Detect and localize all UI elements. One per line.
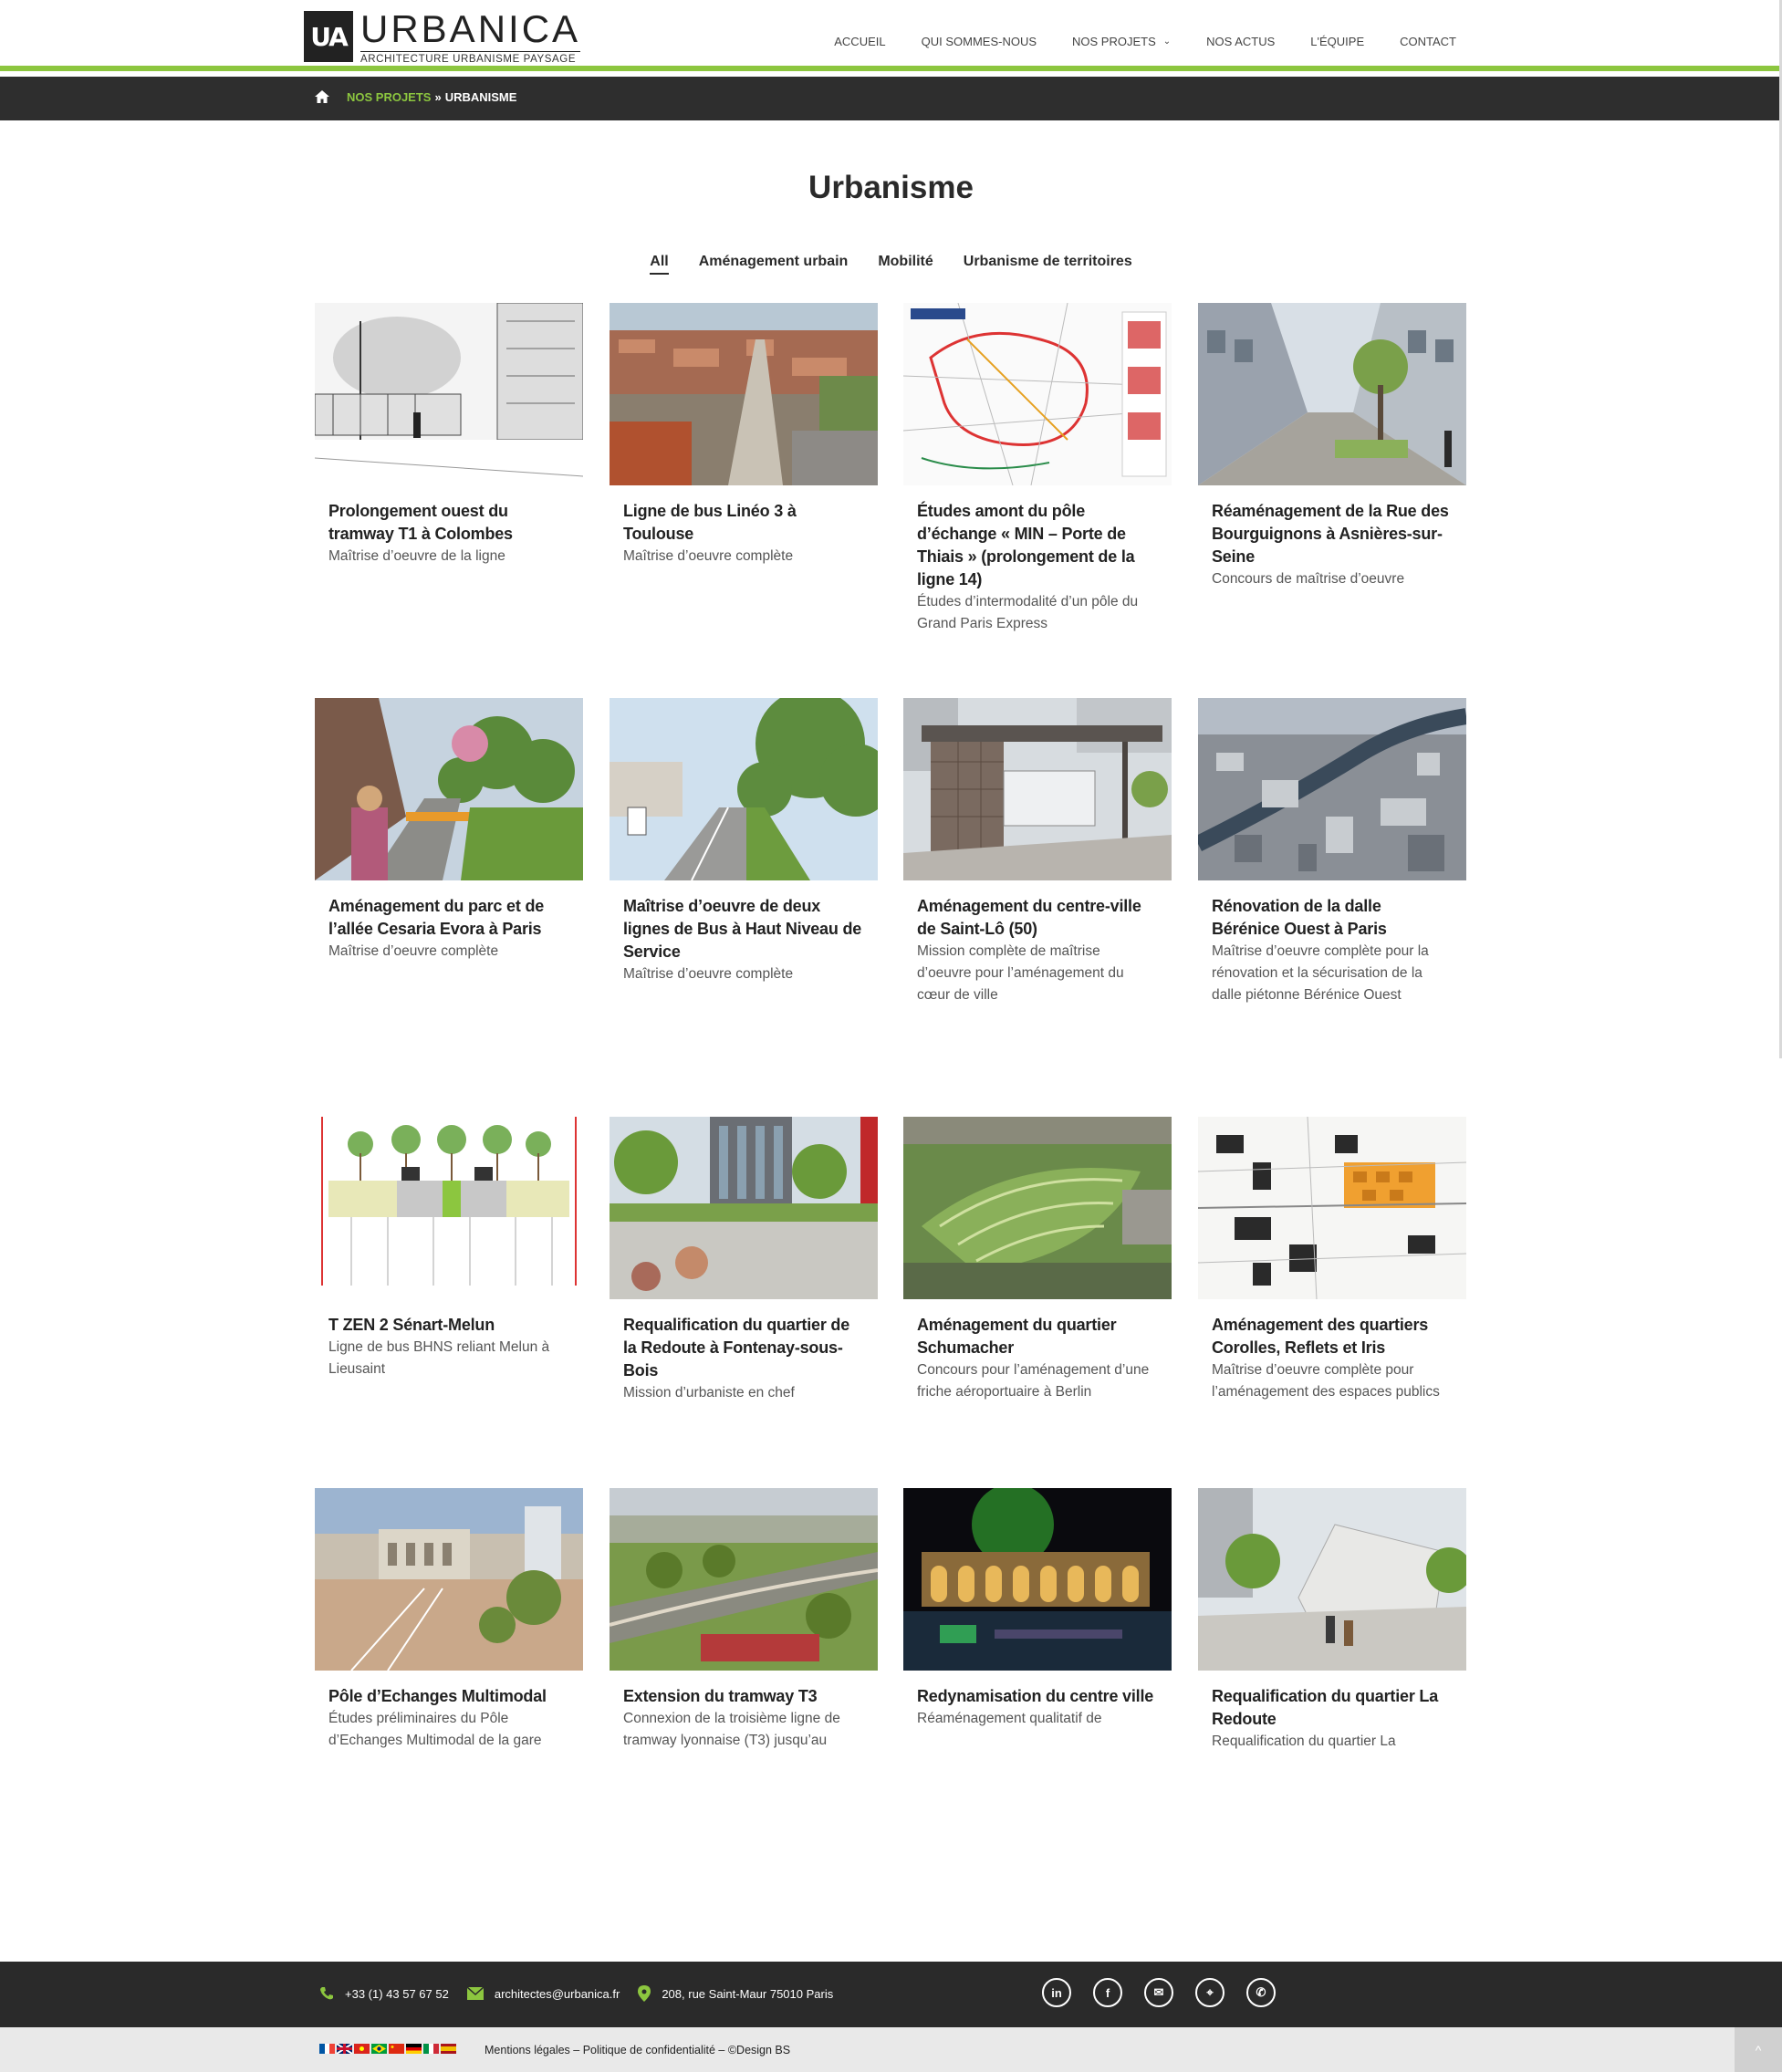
linkedin-icon[interactable]: in <box>1042 1978 1071 2007</box>
envelope-icon <box>467 1987 484 2000</box>
site-footer <box>0 1962 1782 2027</box>
project-title[interactable]: Redynamisation du centre ville <box>917 1687 1154 1705</box>
project-subtitle: Maîtrise d’oeuvre complète <box>623 966 794 982</box>
home-icon[interactable] <box>314 89 330 104</box>
project-image-street-render[interactable] <box>1198 303 1466 485</box>
filter-amenagement-urbain[interactable]: Aménagement urbain <box>698 254 849 269</box>
site-header <box>0 0 1782 71</box>
breadcrumb-current: URBANISME <box>444 89 517 104</box>
footer-email-text: architectes@urbanica.fr <box>494 1986 620 2001</box>
nav-item-nos-projets-label: NOS PROJETS <box>1072 35 1156 48</box>
project-card[interactable] <box>610 303 878 567</box>
filter-mobilite[interactable]: Mobilité <box>878 254 933 269</box>
project-image-modern-building[interactable] <box>1198 1488 1466 1671</box>
filter-urbanisme-territoires[interactable]: Urbanisme de territoires <box>963 254 1132 269</box>
project-title[interactable]: Réaménagement de la Rue des Bourguignons à Asnières-sur-Seine <box>1212 502 1449 566</box>
mail-icon[interactable]: ✉ <box>1144 1978 1173 2007</box>
nav-item-contact[interactable]: CONTACT <box>1400 35 1456 48</box>
project-subtitle: Concours de maîtrise d’oeuvre <box>1212 571 1405 587</box>
project-image-aerial-paris[interactable] <box>1198 698 1466 880</box>
flag-es-icon[interactable] <box>441 2044 456 2054</box>
project-card[interactable] <box>315 1117 583 1380</box>
project-card[interactable] <box>1198 698 1466 1006</box>
legal-links[interactable]: Mentions légales – Politique de confidentialité – ©Design BS <box>485 2044 791 2056</box>
project-card[interactable] <box>1198 1488 1466 1753</box>
flag-de-icon[interactable] <box>406 2044 422 2054</box>
project-title[interactable]: Maîtrise d’oeuvre de deux lignes de Bus à Haut Niveau de Service <box>623 897 862 961</box>
project-title[interactable]: Aménagement du parc et de l’allée Cesaria Evora à Paris <box>328 897 545 938</box>
logo-tagline: ARCHITECTURE URBANISME PAYSAGE <box>360 51 580 65</box>
breadcrumb <box>314 89 516 104</box>
project-subtitle: Ligne de bus BHNS reliant Melun à Lieusaint <box>328 1339 550 1377</box>
project-image-section-drawing[interactable] <box>315 1117 583 1299</box>
project-title[interactable]: Prolongement ouest du tramway T1 à Colombes <box>328 502 513 543</box>
footer-address[interactable] <box>638 1985 833 2002</box>
project-image-tram-aerial[interactable] <box>610 1488 878 1671</box>
filter-all[interactable]: All <box>650 254 668 275</box>
project-card[interactable] <box>315 698 583 963</box>
project-image-aerial-toulouse[interactable] <box>610 303 878 485</box>
flag-cn-icon[interactable] <box>389 2044 404 2054</box>
project-image-site-plan[interactable] <box>1198 1117 1466 1299</box>
language-flags <box>319 2044 456 2054</box>
map-pin-icon <box>638 1985 651 2002</box>
project-image-night-arcade[interactable] <box>903 1488 1172 1671</box>
project-subtitle: Maîtrise d’oeuvre de la ligne <box>328 548 505 564</box>
project-card[interactable] <box>1198 303 1466 590</box>
phone-icon <box>319 1986 334 2001</box>
footer-socials <box>1042 1978 1276 2007</box>
nav-item-nos-projets[interactable] <box>1072 35 1171 48</box>
nav-item-accueil[interactable]: ACCUEIL <box>834 35 886 48</box>
page-title: Urbanisme <box>808 170 974 205</box>
project-image-bus-lane[interactable] <box>610 698 878 880</box>
project-card[interactable] <box>903 303 1172 635</box>
nav-item-nos-actus[interactable]: NOS ACTUS <box>1206 35 1276 48</box>
site-logo[interactable] <box>304 7 581 65</box>
flag-vn-icon[interactable] <box>354 2044 370 2054</box>
phone-icon[interactable]: ✆ <box>1246 1978 1276 2007</box>
project-subtitle: Concours pour l’aménagement d’une friche aéroportuaire à Berlin <box>917 1362 1150 1400</box>
breadcrumb-separator: » <box>434 89 442 104</box>
project-title[interactable]: Requalification du quartier de la Redoute à Fontenay-sous-Bois <box>623 1316 850 1380</box>
project-title[interactable]: Études amont du pôle d’échange « MIN – Porte de Thiais » (prolongement de la ligne 14) <box>917 502 1135 588</box>
chevron-down-icon: ⌄ <box>1162 36 1172 47</box>
footer-contact <box>319 1985 851 2002</box>
project-image-park-alley[interactable] <box>315 698 583 880</box>
project-card[interactable] <box>610 1117 878 1404</box>
project-subtitle: Études d’intermodalité d’un pôle du Grand Paris Express <box>917 594 1139 631</box>
nav-item-equipe[interactable]: L'ÉQUIPE <box>1310 35 1365 48</box>
footer-phone-text: +33 (1) 43 57 67 52 <box>345 1986 449 2001</box>
project-image-aerial-berlin[interactable] <box>903 1117 1172 1299</box>
project-subtitle: Études préliminaires du Pôle d’Echanges Multimodal de la gare <box>328 1711 542 1748</box>
project-image-station-square[interactable] <box>315 1488 583 1671</box>
project-subtitle: Maîtrise d’oeuvre complète pour l’aménagement des espaces publics <box>1212 1362 1440 1400</box>
breadcrumb-bar <box>0 77 1782 120</box>
project-subtitle: Mission complète de maîtrise d’oeuvre pour l’aménagement du cœur de ville <box>917 943 1124 1003</box>
footer-email[interactable] <box>467 1987 620 2001</box>
project-card[interactable] <box>903 698 1172 1006</box>
project-title[interactable]: Aménagement des quartiers Corolles, Reflets et Iris <box>1212 1316 1429 1357</box>
category-filters <box>0 254 1782 275</box>
project-card[interactable] <box>315 1488 583 1752</box>
project-card[interactable] <box>903 1117 1172 1403</box>
project-card[interactable] <box>610 698 878 985</box>
facebook-icon[interactable]: f <box>1093 1978 1122 2007</box>
footer-phone[interactable] <box>319 1986 449 2001</box>
logo-name: URBANICA <box>360 7 581 50</box>
project-subtitle: Mission d’urbaniste en chef <box>623 1385 795 1400</box>
footer-address-text: 208, rue Saint-Maur 75010 Paris <box>662 1986 834 2001</box>
project-subtitle: Réaménagement qualitatif de <box>917 1711 1102 1726</box>
project-card[interactable] <box>315 303 583 567</box>
project-subtitle: Maîtrise d’oeuvre complète pour la rénovation et la sécurisation de la dalle piétonne Bérénice Ouest <box>1212 943 1429 1003</box>
project-subtitle: Requalification du quartier La <box>1212 1734 1396 1749</box>
project-subtitle: Connexion de la troisième ligne de tramway lyonnaise (T3) jusqu’au <box>623 1711 840 1748</box>
project-title[interactable]: Ligne de bus Linéo 3 à Toulouse <box>623 502 797 543</box>
project-card[interactable] <box>1198 1117 1466 1403</box>
project-title[interactable]: T ZEN 2 Sénart-Melun <box>328 1316 495 1334</box>
flag-it-icon[interactable] <box>423 2044 439 2054</box>
project-image-pavilion[interactable] <box>903 698 1172 880</box>
project-card[interactable] <box>610 1488 878 1752</box>
project-title[interactable]: Aménagement du centre-ville de Saint-Lô (50) <box>917 897 1141 938</box>
project-title[interactable]: Requalification du quartier La Redoute <box>1212 1687 1439 1728</box>
project-title[interactable]: Extension du tramway T3 <box>623 1687 818 1705</box>
scroll-to-top-button[interactable]: ^ <box>1735 2027 1782 2072</box>
flag-fr-icon[interactable] <box>319 2044 335 2054</box>
project-subtitle: Maîtrise d’oeuvre complète <box>623 548 794 564</box>
project-image-transport-map[interactable] <box>903 303 1172 485</box>
legal-bar <box>0 2027 1782 2072</box>
project-card[interactable] <box>903 1488 1172 1730</box>
main-nav <box>798 35 1456 48</box>
project-title[interactable]: Aménagement du quartier Schumacher <box>917 1316 1117 1357</box>
logo-mark: UA <box>304 11 353 62</box>
nav-item-qui-sommes-nous[interactable]: QUI SOMMES-NOUS <box>921 35 1037 48</box>
project-subtitle: Maîtrise d’oeuvre complète <box>328 943 499 959</box>
location-icon[interactable]: ⌖ <box>1195 1978 1224 2007</box>
project-title[interactable]: Rénovation de la dalle Bérénice Ouest à Paris <box>1212 897 1387 938</box>
flag-br-icon[interactable] <box>371 2044 387 2054</box>
project-image-plaza-render[interactable] <box>610 1117 878 1299</box>
breadcrumb-nos-projets[interactable]: NOS PROJETS <box>347 89 432 104</box>
project-title[interactable]: Pôle d’Echanges Multimodal <box>328 1687 547 1705</box>
project-image-sketch-tramway[interactable] <box>315 303 583 485</box>
flag-gb-icon[interactable] <box>337 2044 352 2054</box>
